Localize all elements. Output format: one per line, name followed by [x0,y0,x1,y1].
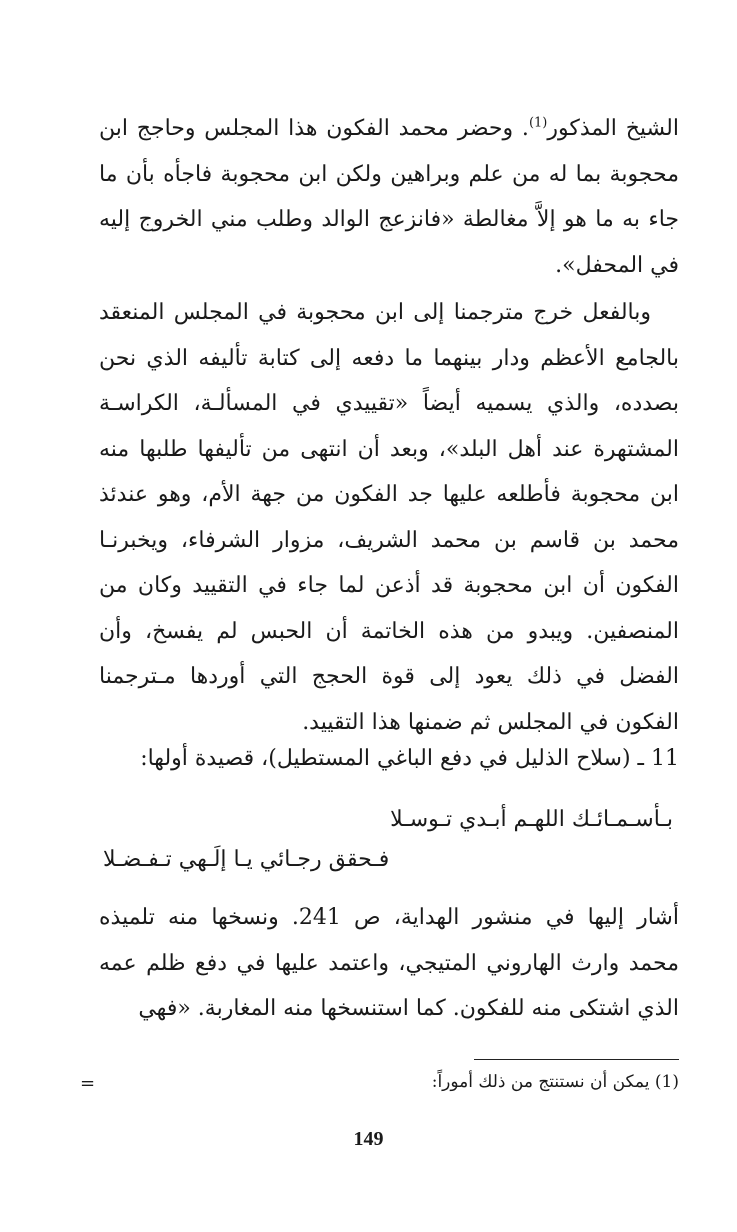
paragraph-1-rest: . وحضر محمد الفكون هذا المجلس وحاجج ابن محجوبة بما له من علم وبراهين ولكن ابن محجوبة فاجأه بأن ما جاء به ما هو إلاَّ مغالطة «فانزعج الوالد وطلب مني الخروج إليه في المحفل». [99,116,679,278]
paragraph-3: أشار إليها في منشور الهداية، ص 241. ونسخها منه تلميذه محمد وارث الهاروني المتيجي، واعتمد عليها في دفع ظلم عمه الذي اشتكى منه للفكون. كما استنسخها منه المغاربة. «فهي [99,905,679,1021]
paragraph-2: وبالفعل خرج مترجمنا إلى ابن محجوبة في المجلس المنعقد بالجامع الأعظم ودار بينهما ما دفعه إلى كتابة تأليفه الذي نحن بصدده، والذي يسميه أيضاً «تقييدي في المسألـة، الكراسـة المشتهرة عند أهل البلد»، وبعد أن انتهى من تأليفها طلبها منه ابن محجوبة فأطلعه عليها جد الفكون من جهة الأم، وهو عندئذ محمد بن قاسم بن محمد الشريف، مزوار الشرفاء، ويخبرنـا الفكون أن ابن محجوبة قد أذعن لما جاء في التقييد وكان من المنصفين. ويبدو من هذه الخاتمة أن الحبس لم يفسخ، وأن الفضل في ذلك يعود إلى قوة الحجج التي أوردها مـترجمنا الفكون في المجلس ثم ضمنها هذا التقييد. [99,300,679,735]
verse-line-1: بـأسـمـائـك اللهـم أبـدي تـوسـلا [390,807,673,832]
footnote-1: (1) يمكن أن نستنتج من ذلك أموراً: [431,1072,679,1092]
footnote-continuation-mark: = [80,1073,96,1094]
page-number: 149 [353,1128,384,1150]
paragraph-1 [99,106,679,288]
list-item-11: 11 ـ (سلاح الذليل في دفع الباغي المستطيل)، قصيدة أولها: [140,746,679,771]
footnote-reference: (1) [528,115,548,131]
verse-line-2: فـحقق رجـائي يـا إلَـهي تـفـضـلا [103,847,390,872]
paragraph-1-start: الشيخ المذكور [547,116,679,141]
footnote-separator [474,1059,679,1060]
